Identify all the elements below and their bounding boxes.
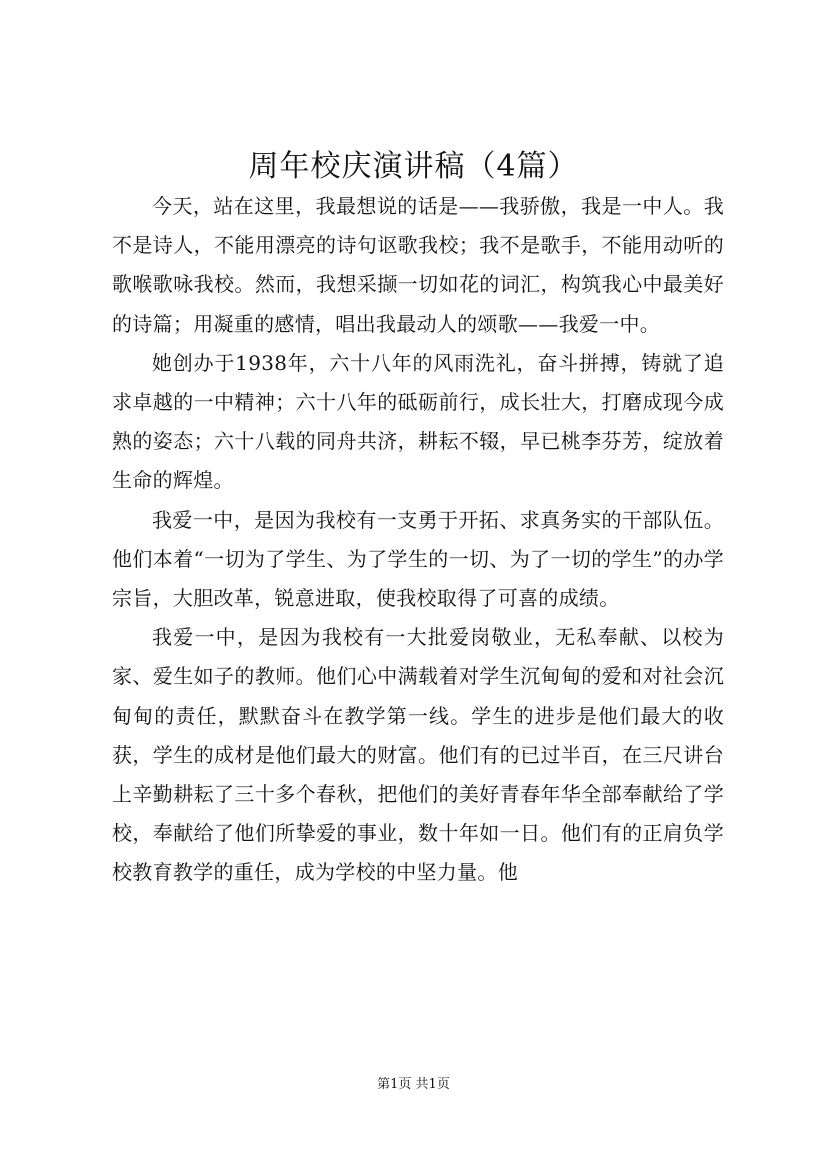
document-body	[112, 187, 724, 893]
page-footer: 第1页 共1页	[377, 1077, 450, 1092]
paragraph-2: 她创办于1938年，六十八年的风雨洗礼，奋斗拼搏，铸就了追求卓越的一中精神；六十八年的砥砺前行，成长壮大，打磨成现今成熟的姿态；六十八载的同舟共济，耕耘不辍，早已桃李芬芳，绽放着生命的辉煌。	[112, 350, 724, 493]
paragraph-3: 我爱一中，是因为我校有一支勇于开拓、求真务实的干部队伍。他们本着“一切为了学生、为了学生的一切、为了一切的学生”的办学宗旨，大胆改革，锐意进取，使我校取得了可喜的成绩。	[112, 507, 724, 611]
paragraph-4: 我爱一中，是因为我校有一大批爱岗敬业，无私奉献、以校为家、爱生如子的教师。他们心中满载着对学生沉甸甸的爱和对社会沉甸甸的责任，默默奋斗在教学第一线。学生的进步是他们最大的收获，学生的成材是他们最大的财富。他们有的已过半百，在三尺讲台上辛勤耕耘了三十多个春秋，把他们的美好青春年华全部奉献给了学校，奉献给了他们所挚爱的事业，数十年如一日。他们有的正肩负学校教育教学的重任，成为学校的中坚力量。他	[112, 625, 724, 885]
paragraph-1: 今天，站在这里，我最想说的话是——我骄傲，我是一中人。我不是诗人，不能用漂亮的诗句讴歌我校；我不是歌手，不能用动听的歌喉歌咏我校。然而，我想采撷一切如花的词汇，构筑我心中最美好的诗篇；用凝重的感情，唱出我最动人的颂歌——我爱一中。	[112, 194, 724, 336]
document-title: 周年校庆演讲稿（4篇）	[248, 149, 579, 184]
